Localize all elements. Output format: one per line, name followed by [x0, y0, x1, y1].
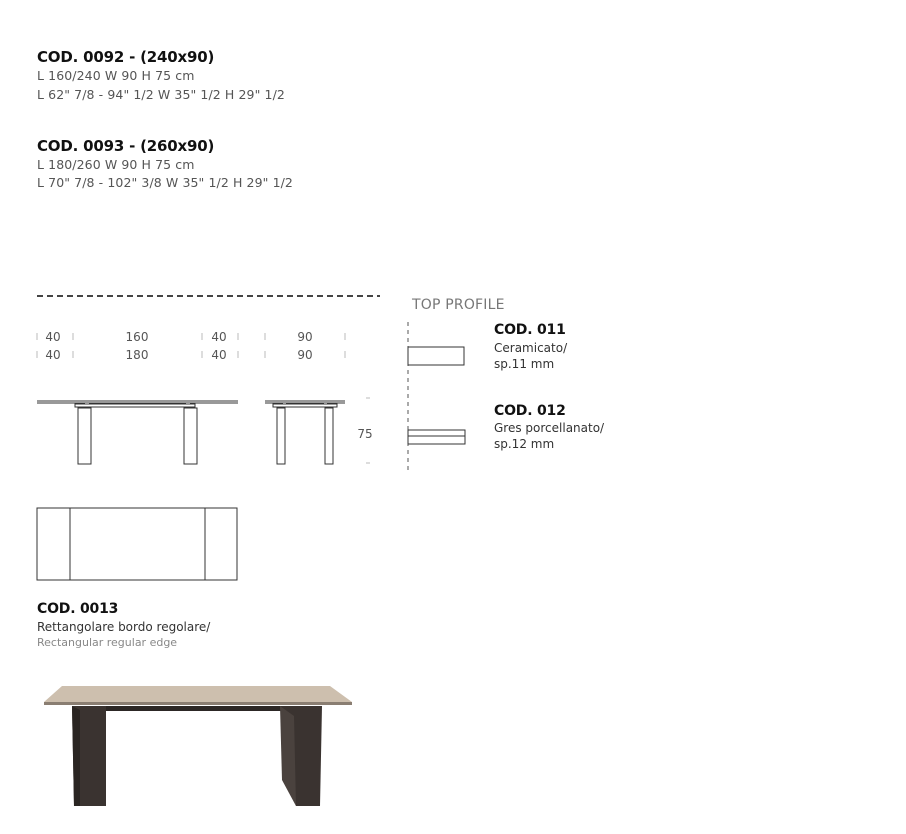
dim-height: 75 [357, 427, 373, 441]
profile-012-label: Gres porcellanato/ [494, 421, 605, 435]
profile-012-thickness: sp.12 mm [494, 437, 555, 451]
dim-row1-d: 90 [297, 330, 313, 344]
model-0092-code: COD. 0092 - (240x90) [37, 48, 215, 66]
table-rendering [44, 686, 352, 806]
profile-012-code: COD. 012 [494, 403, 566, 419]
profile-011-code: COD. 011 [494, 322, 566, 338]
model-0092-metric: L 160/240 W 90 H 75 cm [37, 68, 195, 83]
profile-011-shape [408, 347, 464, 365]
profile-011-label: Ceramicato/ [494, 341, 568, 355]
top-plan-view [37, 508, 237, 580]
top-shape-label-it: Rettangolare bordo regolare/ [37, 620, 211, 634]
model-0093-metric: L 180/260 W 90 H 75 cm [37, 157, 195, 172]
top-shape-label-en: Rectangular regular edge [37, 636, 178, 649]
profile-012-shape [408, 430, 465, 444]
model-0092-imperial: L 62" 7/8 - 94" 1/2 W 35" 1/2 H 29" 1/2 [37, 87, 285, 102]
dim-row2-a: 40 [45, 348, 61, 362]
model-0093-imperial: L 70" 7/8 - 102" 3/8 W 35" 1/2 H 29" 1/2 [37, 175, 293, 190]
front-elevation [37, 400, 238, 464]
profile-011-thickness: sp.11 mm [494, 357, 555, 371]
dim-row2-b: 180 [125, 348, 149, 362]
dim-row1-a: 40 [45, 330, 61, 344]
model-0093-code: COD. 0093 - (260x90) [37, 137, 215, 155]
dim-row2-d: 90 [297, 348, 313, 362]
dim-row1-b: 160 [125, 330, 149, 344]
top-profile-title: TOP PROFILE [412, 297, 505, 313]
top-shape-code: COD. 0013 [37, 601, 119, 617]
side-elevation [265, 400, 345, 464]
dim-row2-c: 40 [211, 348, 227, 362]
dim-row1-c: 40 [211, 330, 227, 344]
